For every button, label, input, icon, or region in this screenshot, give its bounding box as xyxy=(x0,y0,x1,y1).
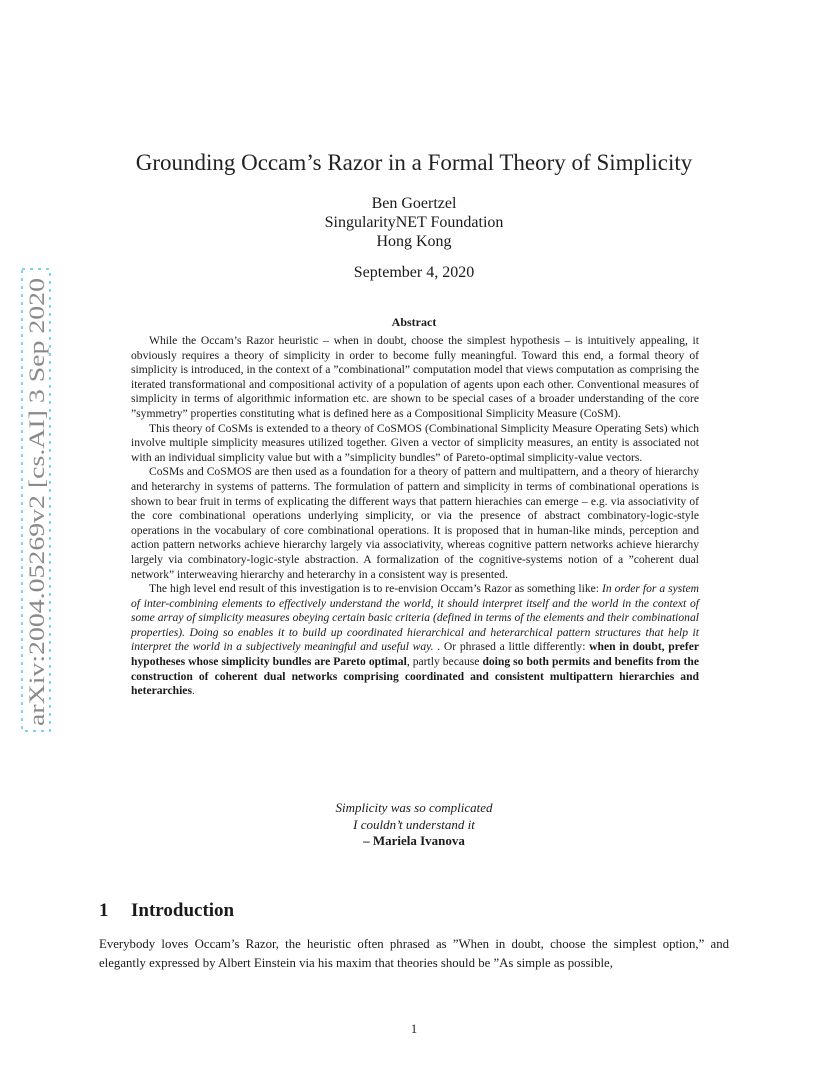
abstract-p4-mid-2: , partly because xyxy=(406,655,483,669)
abstract-p4-bold-2: doing so both permits and benefits from the construction of coherent dual networks comprising coordinated and consistent multipattern hierarchies and heterarchies xyxy=(131,655,699,698)
paper-title: Grounding Occam’s Razor in a Formal Theory of Simplicity xyxy=(135,150,693,175)
epigraph-line-1-text: Simplicity was so complicated xyxy=(335,800,493,815)
abstract-body xyxy=(131,334,699,699)
epigraph-line-1 xyxy=(230,800,598,817)
section-number: 1 xyxy=(99,900,109,921)
epigraph-attribution-text: – Mariela Ivanova xyxy=(363,833,465,848)
epigraph-line-2-text: I couldn’t understand it xyxy=(353,816,475,832)
abstract-p4-bold-1: when in doubt, prefer hypotheses whose simplicity bundles are Pareto optimal xyxy=(131,640,699,669)
author-affiliation: SingularityNET Foundation xyxy=(324,214,504,231)
abstract-paragraph-2: This theory of CoSMs is extended to a theory of CoSMOS (Combinational Simplicity Measure Operating Sets) which involve multiple simplicity measures utilized together. Given a vector of simplicity measures, an entity is associated not with an individual simplicity value but with a ”simplicity bundles” of Pareto-optimal simplicity-value vectors. xyxy=(131,421,699,464)
author-name: Ben Goertzel xyxy=(371,195,457,212)
page-number: 1 xyxy=(410,1022,418,1036)
abstract-p4-lead: The high level end result of this investigation is to re-envision Occam’s Razor as something like: xyxy=(149,582,602,596)
intro-paragraph-1: Everybody loves Occam’s Razor, the heuristic often phrased as ”When in doubt, choose the simplest option,” and elegantly expressed by Albert Einstein via his maxim that theories should be ”As simple as possible, xyxy=(99,937,729,970)
paper-date: September 4, 2020 xyxy=(353,264,475,281)
epigraph xyxy=(230,800,598,850)
intro-body xyxy=(99,935,729,972)
section-heading xyxy=(99,899,234,923)
abstract-p4-italic: In order for a system of inter-combining elements to effectively understand the world, it should interpret itself and the world in the context of some array of simplicity measures obeying certain basic criteria (defined in terms of the elements and their combinational properties). Doing so enables it to build up coordinated hierarchical and heterarchical pattern structures that help it interpret the world in a subjectively meaningful and useful way. xyxy=(131,582,699,654)
author-location: Hong Kong xyxy=(376,233,452,250)
section-title: Introduction xyxy=(131,900,235,921)
arxiv-id-text: arXiv:2004.05269v2 [cs.AI] 3 Sep 2020 xyxy=(24,363,49,726)
abstract-p4-mid: . Or phrased a little differently: xyxy=(433,640,590,654)
epigraph-line-2 xyxy=(230,817,598,834)
abstract-heading: Abstract xyxy=(391,315,437,329)
arxiv-stamp-svg xyxy=(20,268,52,732)
author-block xyxy=(200,194,628,251)
abstract-paragraph-4 xyxy=(131,582,699,699)
arxiv-identifier-stamp xyxy=(20,268,52,732)
abstract-paragraph-1: While the Occam’s Razor heuristic – when in doubt, choose the simplest hypothesis – is intuitively appealing, it obviously requires a theory of simplicity in order to become fully meaningful. Toward this end, a formal theory of simplicity is introduced, in the context of a ”combinational” computation model that views computation as comprising the iterated transformational and compositional activity of a population of agents upon each other. Conventional measures of simplicity in terms of algorithmic information etc. are shown to be special cases of a broader understanding of the core ”symmetry” properties constituting what is defined here as a Compositional Simplicity Measure (CoSM). xyxy=(131,334,699,420)
abstract-paragraph-3: CoSMs and CoSMOS are then used as a foundation for a theory of pattern and multipattern, and a theory of hierarchy and heterarchy in systems of patterns. The formulation of pattern and simplicity in terms of combinational operations is shown to bear fruit in terms of explicating the different ways that pattern hierachies can emerge – e.g. via associativity of the core combinational operations underlying simplicity, or via the presence of abstract combinatory-logic-style operations in the vocabulary of core combinational operations. It is proposed that in human-like minds, perception and action pattern networks achieve hierarchy largely via associativity, whereas cognitive pattern networks achieve hierarchy largely via combinatory-logic-style abstraction. A formalization of the cognitive-systems notion of a ”coherent dual network” interweaving hierarchy and heterarchy in a consistent way is presented. xyxy=(131,465,699,581)
abstract-p4-end: . xyxy=(191,684,195,698)
epigraph-attribution xyxy=(230,833,598,850)
